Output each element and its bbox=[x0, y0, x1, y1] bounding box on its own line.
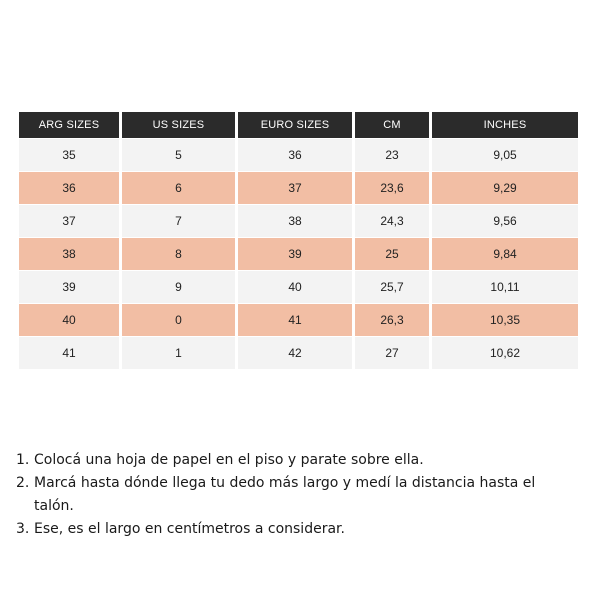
instruction-number: 1. bbox=[16, 452, 30, 468]
table-row bbox=[19, 337, 578, 369]
instruction-number: 2. bbox=[16, 475, 30, 491]
table-row bbox=[19, 205, 578, 237]
table-row bbox=[19, 139, 578, 171]
cell-inches: 10,62 bbox=[432, 337, 578, 369]
cell-arg: 39 bbox=[19, 271, 119, 303]
cell-euro: 37 bbox=[238, 172, 352, 204]
instruction-text: Ese, es el largo en centímetros a considerar. bbox=[34, 521, 345, 537]
cell-inches: 9,56 bbox=[432, 205, 578, 237]
cell-inches: 9,84 bbox=[432, 238, 578, 270]
cell-euro: 36 bbox=[238, 139, 352, 171]
instruction-item bbox=[16, 449, 576, 472]
cell-cm: 25 bbox=[355, 238, 429, 270]
cell-cm: 25,7 bbox=[355, 271, 429, 303]
cell-arg: 41 bbox=[19, 337, 119, 369]
instruction-number: 3. bbox=[16, 521, 30, 537]
instruction-text: Colocá una hoja de papel en el piso y parate sobre ella. bbox=[34, 452, 424, 468]
instruction-text: Marcá hasta dónde llega tu dedo más largo y medí la distancia hasta el talón. bbox=[34, 475, 536, 514]
header-cm: CM bbox=[355, 112, 429, 138]
instruction-item bbox=[16, 518, 576, 541]
cell-us: 6 bbox=[122, 172, 235, 204]
table-header-row bbox=[19, 112, 578, 138]
measuring-instructions bbox=[16, 449, 576, 541]
header-euro-sizes: EURO SIZES bbox=[238, 112, 352, 138]
header-us-sizes: US SIZES bbox=[122, 112, 235, 138]
cell-arg: 40 bbox=[19, 304, 119, 336]
cell-arg: 36 bbox=[19, 172, 119, 204]
cell-inches: 9,29 bbox=[432, 172, 578, 204]
cell-inches: 9,05 bbox=[432, 139, 578, 171]
table-row bbox=[19, 304, 578, 336]
cell-us: 5 bbox=[122, 139, 235, 171]
cell-arg: 35 bbox=[19, 139, 119, 171]
header-arg-sizes: ARG SIZES bbox=[19, 112, 119, 138]
cell-euro: 42 bbox=[238, 337, 352, 369]
cell-us: 9 bbox=[122, 271, 235, 303]
table-row bbox=[19, 238, 578, 270]
instruction-item bbox=[16, 472, 576, 518]
cell-inches: 10,11 bbox=[432, 271, 578, 303]
cell-euro: 41 bbox=[238, 304, 352, 336]
size-chart-table bbox=[16, 111, 581, 370]
table-row bbox=[19, 172, 578, 204]
cell-cm: 26,3 bbox=[355, 304, 429, 336]
cell-cm: 23 bbox=[355, 139, 429, 171]
cell-euro: 40 bbox=[238, 271, 352, 303]
cell-inches: 10,35 bbox=[432, 304, 578, 336]
cell-euro: 39 bbox=[238, 238, 352, 270]
cell-arg: 37 bbox=[19, 205, 119, 237]
cell-us: 7 bbox=[122, 205, 235, 237]
cell-cm: 23,6 bbox=[355, 172, 429, 204]
cell-euro: 38 bbox=[238, 205, 352, 237]
cell-arg: 38 bbox=[19, 238, 119, 270]
cell-us: 1 bbox=[122, 337, 235, 369]
cell-us: 8 bbox=[122, 238, 235, 270]
cell-us: 0 bbox=[122, 304, 235, 336]
table-row bbox=[19, 271, 578, 303]
header-inches: INCHES bbox=[432, 112, 578, 138]
cell-cm: 24,3 bbox=[355, 205, 429, 237]
cell-cm: 27 bbox=[355, 337, 429, 369]
